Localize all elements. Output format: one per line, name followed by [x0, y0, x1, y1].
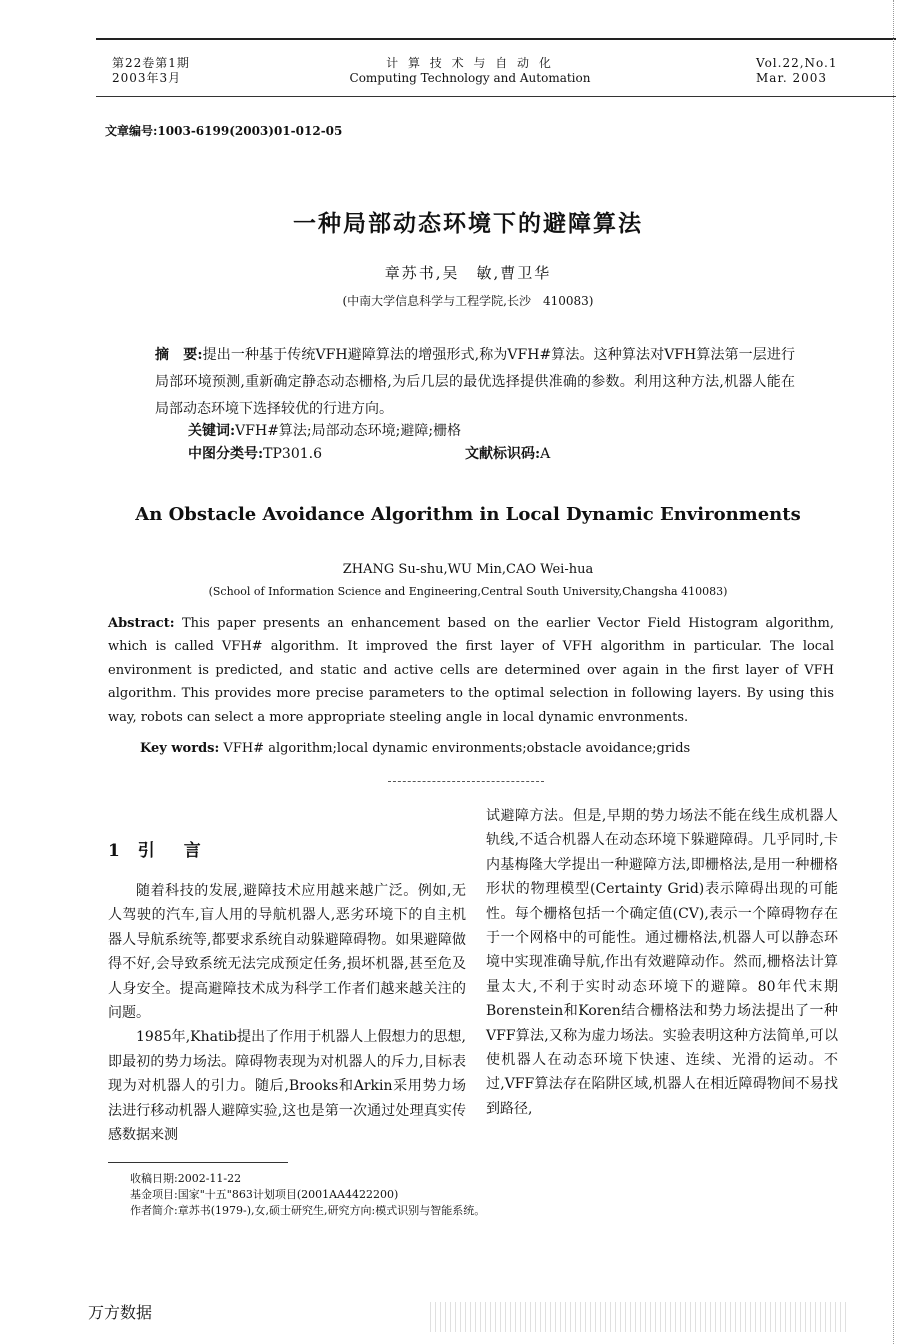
section-title: 引 言: [137, 841, 207, 861]
scan-edge: [893, 0, 895, 1344]
keywords-en: [140, 741, 690, 756]
keywords-cn-label: 关键词:: [188, 423, 236, 439]
paragraph: 试避障方法。但是,早期的势力场法不能在线生成机器人轨线,不适合机器人在动态环境下躲避障碍。几乎同时,卡内基梅隆大学提出一种避障方法,即栅格法,是用一种栅格形状的物理模型(Certainty Grid)表示障碍出现的可能性。每个栅格包括一个确定值(CV),表示一个障碍物存在于一个网格中的可能性。通过栅格法,机器人可以静态环境中实现准确导航,作出有效避障动作。然而,栅格法计算量太大,不利于实时动态环境下的避障。80年代末期Borenstein和Koren结合栅格法和势力场法提出了一种VFF算法,又称为虚力场法。实验表明这种方法简单,可以使机器人在动态环境下快速、连续、光滑的运动。不过,VFF算法存在陷阱区域,机器人在相近障碍物间不易找到路径,: [486, 808, 838, 1117]
abstract-cn: [155, 342, 795, 423]
affiliation-cn: (中南大学信息科学与工程学院,长沙 410083): [342, 294, 594, 308]
date-en: Mar. 2003: [756, 71, 828, 85]
watermark-text: 万方数据: [88, 1303, 153, 1322]
header-rule: [96, 96, 896, 97]
paragraph: 1985年,Khatib提出了作用于机器人上假想力的思想,即最初的势力场法。障碍物表现为对机器人的斥力,目标表现为对机器人的引力。随后,Brooks和Arkin采用势力场法进行移动机器人避障实验,这也是第一次通过处理真实传感数据来测: [108, 1029, 466, 1144]
keywords-en-label: Key words:: [140, 741, 220, 756]
title-cn: 一种局部动态环境下的避障算法: [293, 210, 643, 237]
top-rule: [96, 38, 896, 40]
document-code-text: A: [540, 446, 551, 462]
left-column: [108, 879, 466, 1147]
classification-text: TP301.6: [263, 446, 323, 462]
abstract-en: [108, 612, 834, 729]
volume-cn: 第22卷第1期: [112, 56, 190, 70]
keywords-cn: [188, 420, 461, 440]
authors-cn: 章苏书,吴 敏,曹卫华: [384, 264, 552, 282]
footnote-fund: 基金项目:国家"十五"863计划项目(2001AA4422200): [130, 1188, 399, 1201]
classification-label: 中图分类号:: [188, 446, 264, 462]
separator-rule: [388, 781, 544, 782]
header-center: [300, 56, 640, 86]
footnote-received: 收稿日期:2002-11-22: [130, 1172, 242, 1185]
footnote-author: 作者简介:章苏书(1979-),女,硕士研究生,研究方向:模式识别与智能系统。: [130, 1204, 486, 1217]
journal-name-en: Computing Technology and Automation: [349, 71, 591, 85]
footnote-rule: [108, 1162, 288, 1163]
keywords-en-text: VFH# algorithm;local dynamic environments;obstacle avoidance;grids: [219, 741, 691, 756]
article-number: 文章编号:1003-6199(2003)01-012-05: [105, 124, 343, 138]
abstract-en-label: Abstract:: [108, 616, 175, 631]
classification-number: [188, 443, 322, 463]
document-code-label: 文献标识码:: [465, 446, 541, 462]
volume-en: Vol.22,No.1: [756, 56, 838, 70]
paragraph: 随着科技的发展,避障技术应用越来越广泛。例如,无人驾驶的汽车,盲人用的导航机器人,恶劣环境下的自主机器人导航系统等,都要求系统自动躲避障碍物。如果避障做得不好,会导致系统无法完成预定任务,损坏机器,甚至危及人身安全。提高避障技术成为科学工作者们越来越关注的问题。: [108, 883, 466, 1022]
abstract-cn-text: 提出一种基于传统VFH避障算法的增强形式,称为VFH#算法。这种算法对VFH算法第一层进行局部环境预测,重新确定静态动态栅格,为后几层的最优选择提供准确的参数。利用这种方法,机器人能在局部动态环境下选择较优的行进方向。: [155, 347, 796, 417]
authors-en: ZHANG Su-shu,WU Min,CAO Wei-hua: [342, 562, 594, 577]
affiliation-en: (School of Information Science and Engineering,Central South University,Changsha 410083): [208, 585, 728, 598]
header-left: [112, 56, 190, 86]
journal-name-cn: 计 算 技 术 与 自 动 化: [386, 56, 554, 70]
abstract-cn-label: 摘 要:: [155, 347, 203, 363]
section-heading: [108, 836, 207, 861]
keywords-cn-text: VFH#算法;局部动态环境;避障;栅格: [235, 423, 462, 439]
abstract-en-text: This paper presents an enhancement based on the earlier Vector Field Histogram algorithm, which is called VFH# algorithm. It improved the first layer of VFH algorithm in particular. The local environment is predicted, and static and active cells are determined over again in the first layer of VFH algorithm. This provides more precise parameters to the optimal selection in following layers. By using this way, robots can select a more appropriate steeling angle in local dynamic envronments.: [108, 616, 834, 725]
section-number: 1: [108, 841, 126, 861]
header-right: [756, 56, 838, 86]
right-column: [486, 804, 838, 1121]
date-cn: 2003年3月: [112, 71, 182, 85]
scan-noise: [430, 1302, 850, 1332]
title-en: An Obstacle Avoidance Algorithm in Local Dynamic Environments: [135, 504, 801, 525]
document-code: [465, 443, 550, 463]
